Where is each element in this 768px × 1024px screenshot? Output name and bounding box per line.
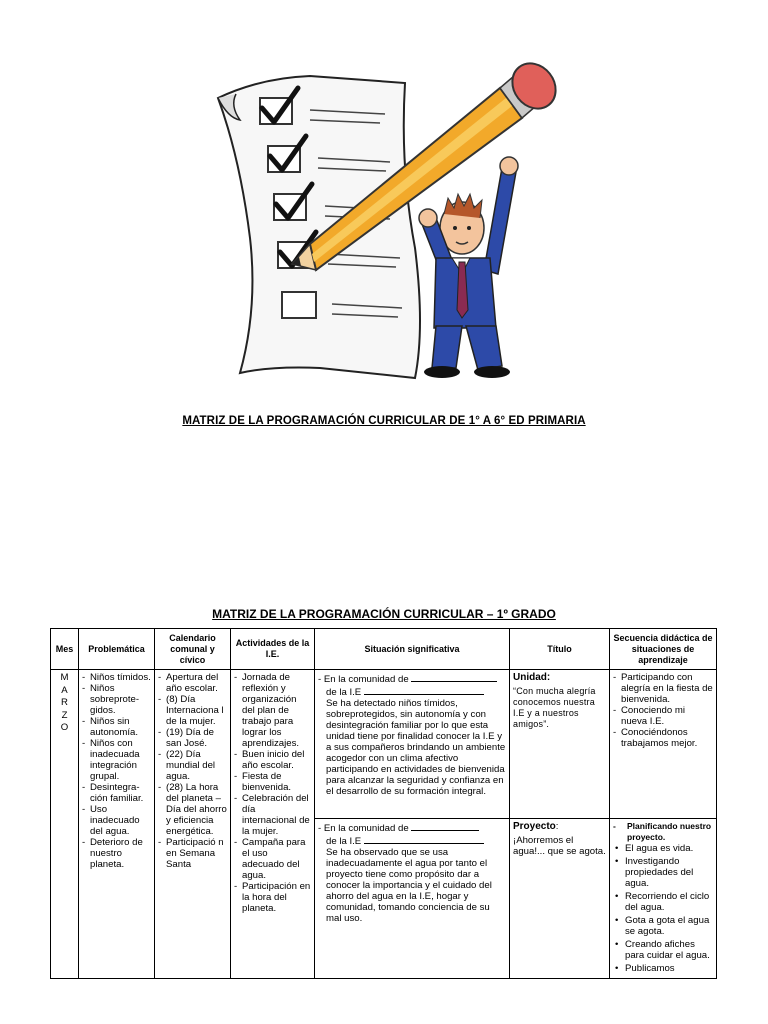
mes-cell xyxy=(51,670,79,979)
situacion-body: Se ha observado que se usa inadecuadamente el agua por tanto el proyecto tiene como propósito dar a conocer la importancia y el cuidado del ahorro del agua en la I.E, hogar y comunidad, tomando conciencia de su mal uso. xyxy=(326,847,492,924)
titulo-text: ¡Ahorremos el agua!... que se agota. xyxy=(513,835,606,857)
situacion-body: Se ha detectado niños tímidos, sobreprotegidos, sin autonomía y con desintegración familiar por lo que esta unidad tiene por finalidad conocer la I.E y a sus compañeros brindando un ambiente acogedor con un clima afectivo participando en actividades de bienvenida para alcanzar la seguridad y confianza en el desarrollo de su formación integral. xyxy=(326,698,506,797)
titulo-label: Proyecto xyxy=(513,821,556,832)
checklist-paper xyxy=(218,76,420,378)
header-actividades: Actividades de la I.E. xyxy=(231,629,315,670)
man-figure xyxy=(419,157,518,378)
list-item: - Uso inadecuado del agua. xyxy=(82,804,151,837)
list-item: - Niños tímidos. xyxy=(82,672,151,683)
list-item: - (28) La hora del planeta – Día del ahorro y eficiencia energética. xyxy=(158,782,227,837)
secuencia-cell-2 xyxy=(610,819,717,979)
list-item: - Participando con alegría en la fiesta de bienvenida. xyxy=(613,672,713,705)
mes-letter: R xyxy=(61,697,68,708)
list-item: • Recorriendo el ciclo del agua. xyxy=(613,891,713,913)
list-item: - Niños con inadecuada integración grupal. xyxy=(82,738,151,782)
list-item: - Niños sobreprote-gidos. xyxy=(82,683,151,716)
list-item: - Celebración del día internacional de la mujer. xyxy=(234,793,311,837)
mes-letter: Z xyxy=(61,709,68,721)
list-item: - Deterioro de nuestro planeta. xyxy=(82,837,151,870)
list-item: • Gota a gota el agua se agota. xyxy=(613,915,713,937)
list-item: - Conociendo mi nueva I.E. xyxy=(613,705,713,727)
titulo-cell-2 xyxy=(510,819,610,979)
mes-letter: M xyxy=(60,672,69,683)
situacion-line: - En la comunidad de xyxy=(318,823,409,834)
situacion-cell-1 xyxy=(315,670,510,819)
header-titulo: Título xyxy=(510,629,610,670)
header-secuencia: Secuencia didáctica de situaciones de aprendizaje xyxy=(610,629,717,670)
situacion-line: - En la comunidad de xyxy=(318,674,409,685)
list-item: - Apertura del año escolar. xyxy=(158,672,227,694)
titulo-label: Unidad: xyxy=(513,672,551,683)
list-item: - Planificando nuestro proyecto. xyxy=(613,821,713,843)
list-item: • Investigando propiedades del agua. xyxy=(613,856,713,889)
titulo-colon: : xyxy=(555,821,559,832)
list-item: - Desintegra-ción familiar. xyxy=(82,782,151,804)
checklist-pencil-illustration xyxy=(200,48,570,388)
list-item: - Participació n en Semana Santa xyxy=(158,837,227,870)
list-item: - Fiesta de bienvenida. xyxy=(234,771,311,793)
secuencia-cell-1 xyxy=(610,670,717,819)
situacion-line: de la I.E xyxy=(326,836,362,847)
curriculum-matrix-table xyxy=(50,628,717,979)
main-title: MATRIZ DE LA PROGRAMACIÓN CURRICULAR DE 1° A 6° ED PRIMARIA xyxy=(182,415,586,427)
list-item: • Creando afiches para cuidar el agua. xyxy=(613,939,713,961)
actividades-cell xyxy=(231,670,315,979)
header-calendario: Calendario comunal y cívico xyxy=(155,629,231,670)
list-item: - Participación en la hora del planeta. xyxy=(234,881,311,914)
titulo-text: “Con mucha alegría conocemos nuestra I.E y a nuestros amigos”. xyxy=(513,686,596,729)
header-row xyxy=(51,629,717,670)
list-item: - (19) Día de san José. xyxy=(158,727,227,749)
list-item: - Campaña para el uso adecuado del agua. xyxy=(234,837,311,881)
list-item: - Niños sin autonomía. xyxy=(82,716,151,738)
problematica-cell xyxy=(79,670,155,979)
titulo-cell-1 xyxy=(510,670,610,819)
list-item: • Publicamos xyxy=(613,963,713,974)
list-item: - Jornada de reflexión y organización del plan de trabajo para lograr los aprendizajes. xyxy=(234,672,311,749)
list-item: - (22) Día mundial del agua. xyxy=(158,749,227,782)
calendario-cell xyxy=(155,670,231,979)
list-item: • El agua es vida. xyxy=(613,843,713,854)
situacion-cell-2 xyxy=(315,819,510,979)
header-mes: Mes xyxy=(51,629,79,670)
mes-letter: A xyxy=(61,684,68,696)
list-item: - Buen inicio del año escolar. xyxy=(234,749,311,771)
mes-letter: O xyxy=(60,722,69,733)
header-problematica: Problemática xyxy=(79,629,155,670)
table-row xyxy=(51,670,717,819)
list-item: - Conociéndonos trabajamos mejor. xyxy=(613,727,713,749)
list-item: - (8) Día Internaciona l de la mujer. xyxy=(158,694,227,727)
situacion-line: de la I.E xyxy=(326,687,362,698)
header-situacion: Situación significativa xyxy=(315,629,510,670)
table-title: MATRIZ DE LA PROGRAMACIÓN CURRICULAR – 1º GRADO xyxy=(212,607,556,621)
